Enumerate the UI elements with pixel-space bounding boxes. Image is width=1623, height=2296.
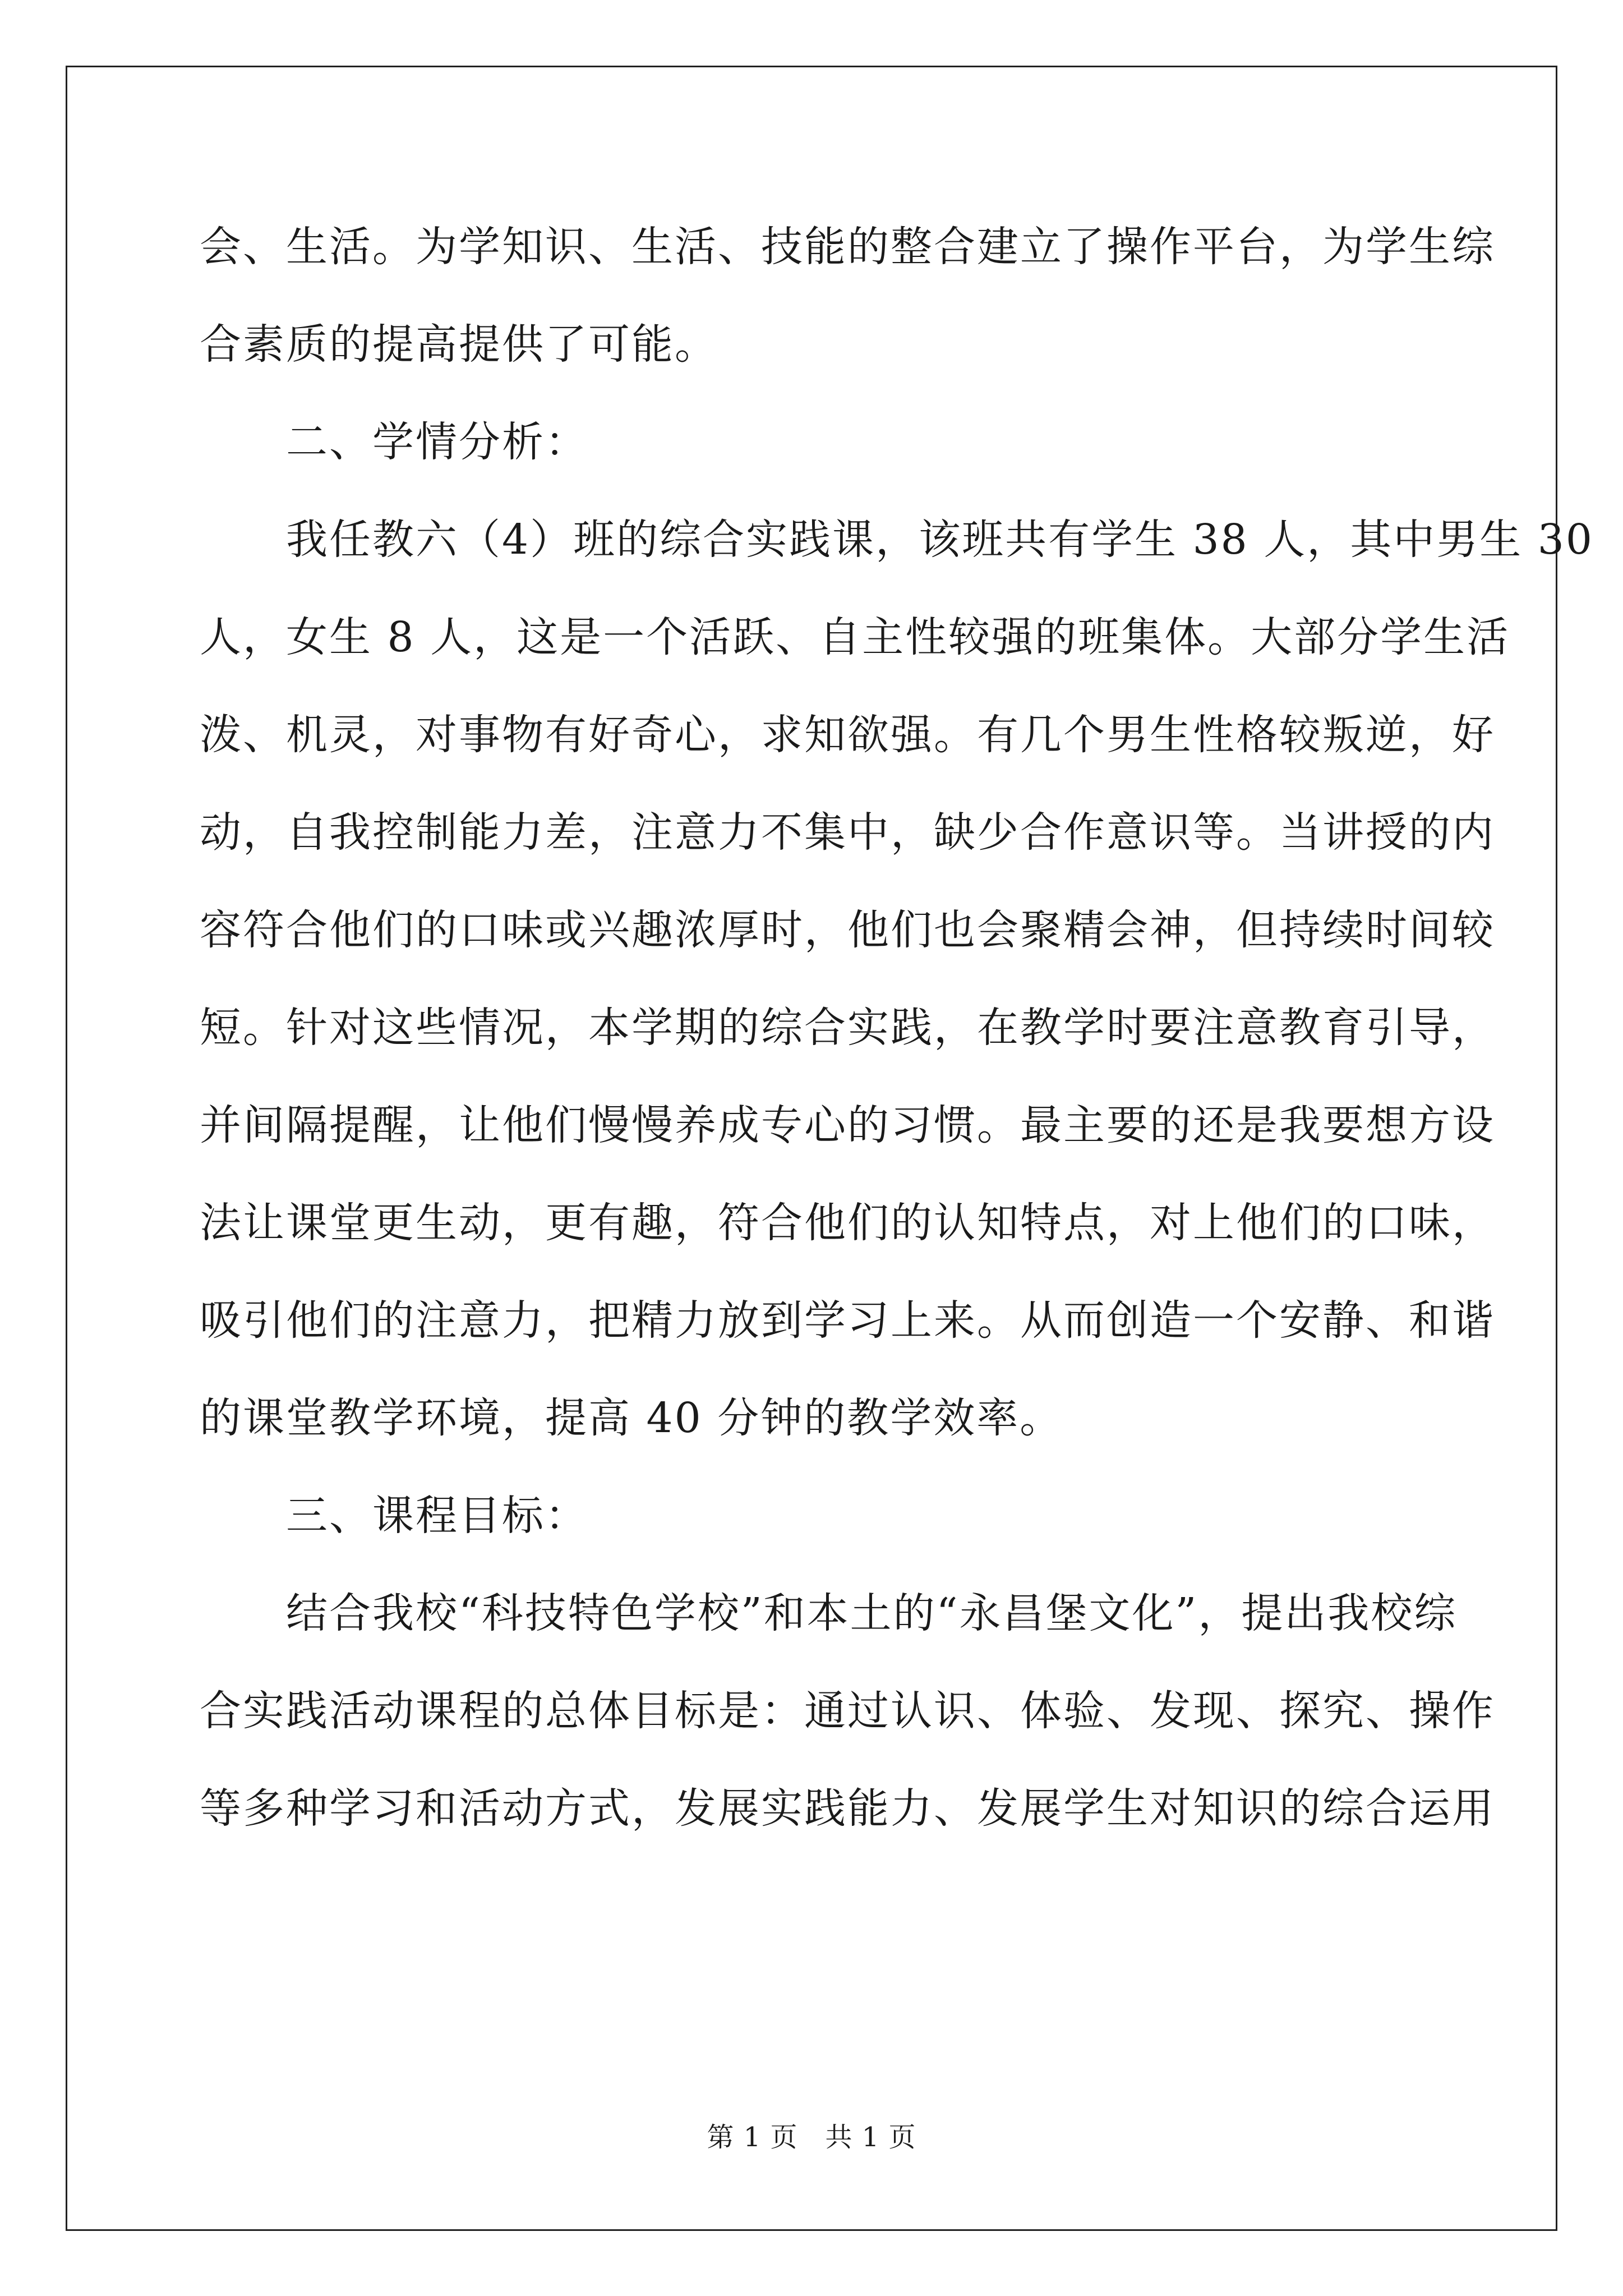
text-line: 短。针对这些情况，本学期的综合实践，在教学时要注意教育引导， [200, 1004, 1495, 1052]
text-line: 我任教六（4）班的综合实践课，该班共有学生 38 人，其中男生 30 [200, 516, 1594, 564]
text-line: 合素质的提高提供了可能。 [200, 320, 718, 369]
text-line: 结合我校“科技特色学校”和本土的“永昌堡文化”，提出我校综 [200, 1589, 1458, 1637]
text-line: 合实践活动课程的总体目标是：通过认识、体验、发现、探究、操作 [200, 1687, 1495, 1735]
text-line: 法让课堂更生动，更有趣，符合他们的认知特点，对上他们的口味， [200, 1199, 1495, 1247]
text-line: 的课堂教学环境，提高 40 分钟的教学效率。 [200, 1394, 1063, 1442]
text-line: 并间隔提醒，让他们慢慢养成专心的习惯。最主要的还是我要想方设 [200, 1101, 1495, 1149]
text-line: 会、生活。为学知识、生活、技能的整合建立了操作平台，为学生综 [200, 223, 1495, 271]
page-number: 第 1 页 共 1 页 [707, 2122, 916, 2153]
text-line: 吸引他们的注意力，把精力放到学习上来。从而创造一个安静、和谐 [200, 1296, 1495, 1345]
text-line: 动，自我控制能力差，注意力不集中，缺少合作意识等。当讲授的内 [200, 808, 1495, 857]
text-line: 人，女生 8 人，这是一个活跃、自主性较强的班集体。大部分学生活 [200, 613, 1510, 661]
text-line: 泼、机灵，对事物有好奇心，求知欲强。有几个男生性格较叛逆，好 [200, 711, 1495, 759]
section-heading: 三、课程目标： [200, 1492, 588, 1540]
text-line: 等多种学习和活动方式，发展实践能力、发展学生对知识的综合运用 [200, 1784, 1495, 1833]
text-line: 容符合他们的口味或兴趣浓厚时，他们也会聚精会神，但持续时间较 [200, 906, 1495, 954]
section-heading: 二、学情分析： [200, 418, 588, 466]
